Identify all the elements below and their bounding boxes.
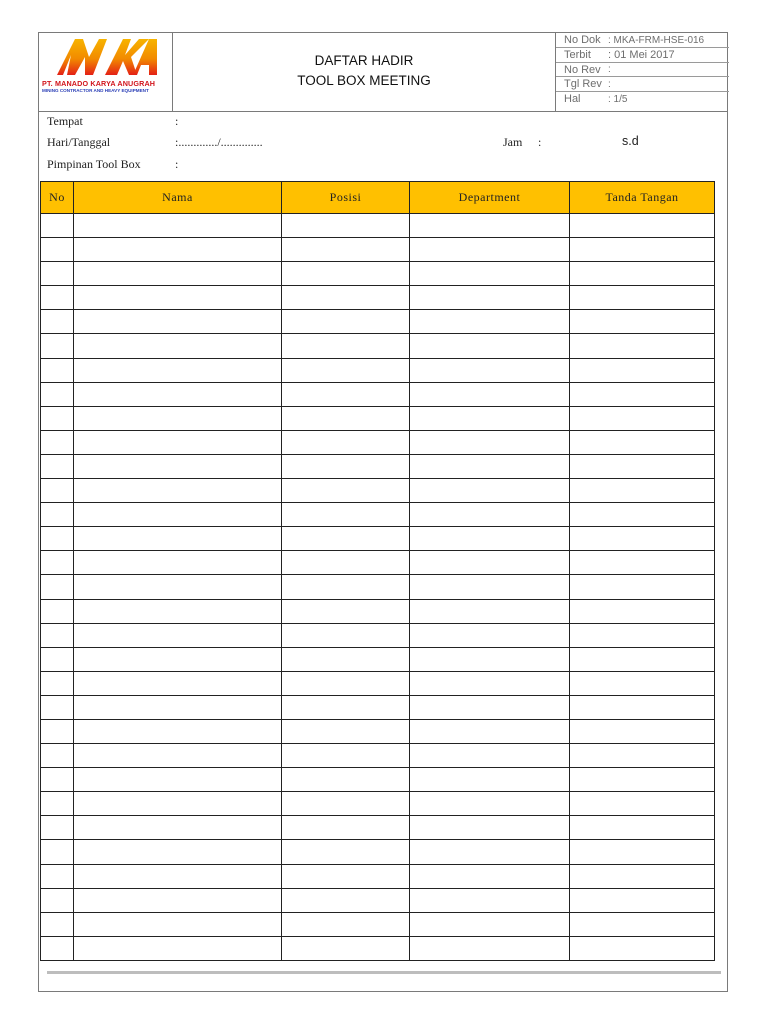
- cell-tanda-tangan[interactable]: [570, 310, 715, 334]
- cell-no[interactable]: [41, 214, 74, 238]
- cell-nama[interactable]: [74, 840, 282, 864]
- cell-nama[interactable]: [74, 286, 282, 310]
- cell-posisi[interactable]: [282, 864, 410, 888]
- table-row: [41, 527, 715, 551]
- meta-row-tgl-rev: [556, 77, 729, 92]
- meta-row-no-dok: [556, 33, 729, 48]
- cell-tanda-tangan[interactable]: [570, 479, 715, 503]
- cell-tanda-tangan[interactable]: [570, 840, 715, 864]
- meta-value: :: [608, 64, 611, 76]
- meta-value: : MKA-FRM-HSE-016: [608, 34, 705, 46]
- cell-nama[interactable]: [74, 214, 282, 238]
- cell-department[interactable]: [410, 527, 570, 551]
- cell-tanda-tangan[interactable]: [570, 864, 715, 888]
- attendance-rows: [41, 214, 715, 961]
- attendance-table: [40, 181, 715, 961]
- cell-no[interactable]: [41, 768, 74, 792]
- cell-no[interactable]: [41, 382, 74, 406]
- tempat-label: Tempat: [47, 114, 83, 128]
- cell-no[interactable]: [41, 262, 74, 286]
- cell-no[interactable]: [41, 671, 74, 695]
- cell-tanda-tangan[interactable]: [570, 551, 715, 575]
- cell-nama[interactable]: [74, 238, 282, 262]
- table-row: [41, 479, 715, 503]
- cell-no[interactable]: [41, 695, 74, 719]
- cell-department[interactable]: [410, 503, 570, 527]
- jam-sd: s.d: [622, 134, 639, 148]
- pimpinan-colon: :: [175, 157, 179, 171]
- cell-tanda-tangan[interactable]: [570, 430, 715, 454]
- cell-department[interactable]: [410, 695, 570, 719]
- company-tagline: MINING CONTRACTOR AND HEAVY EQUIPMENT: [42, 88, 149, 93]
- cell-department[interactable]: [410, 671, 570, 695]
- title-line-1: DAFTAR HADIR: [314, 53, 414, 68]
- table-row: [41, 310, 715, 334]
- cell-department[interactable]: [410, 430, 570, 454]
- cell-nama[interactable]: [74, 358, 282, 382]
- cell-posisi[interactable]: [282, 575, 410, 599]
- cell-tanda-tangan[interactable]: [570, 816, 715, 840]
- company-logo-icon: [53, 37, 159, 77]
- table-row: [41, 888, 715, 912]
- cell-tanda-tangan[interactable]: [570, 286, 715, 310]
- cell-department[interactable]: [410, 214, 570, 238]
- cell-tanda-tangan[interactable]: [570, 936, 715, 960]
- cell-department[interactable]: [410, 479, 570, 503]
- cell-no[interactable]: [41, 912, 74, 936]
- cell-posisi[interactable]: [282, 623, 410, 647]
- table-header-row: [41, 182, 715, 214]
- cell-tanda-tangan[interactable]: [570, 382, 715, 406]
- cell-nama[interactable]: [74, 479, 282, 503]
- table-row: [41, 936, 715, 960]
- cell-posisi[interactable]: [282, 599, 410, 623]
- cell-no[interactable]: [41, 358, 74, 382]
- cell-tanda-tangan[interactable]: [570, 744, 715, 768]
- meta-row-hal: [556, 92, 729, 107]
- column-header-posisi: Posisi: [282, 182, 410, 214]
- cell-department[interactable]: [410, 454, 570, 478]
- meta-row-terbit: [556, 48, 729, 63]
- cell-posisi[interactable]: [282, 695, 410, 719]
- cell-no[interactable]: [41, 719, 74, 743]
- cell-department[interactable]: [410, 647, 570, 671]
- tanggal-value: :............./..............: [175, 135, 263, 149]
- meta-label: Terbit: [564, 48, 591, 61]
- cell-department[interactable]: [410, 406, 570, 430]
- cell-tanda-tangan[interactable]: [570, 214, 715, 238]
- table-row: [41, 575, 715, 599]
- cell-posisi[interactable]: [282, 214, 410, 238]
- jam-colon: :: [538, 135, 542, 149]
- cell-posisi[interactable]: [282, 768, 410, 792]
- cell-posisi[interactable]: [282, 382, 410, 406]
- cell-no[interactable]: [41, 623, 74, 647]
- cell-posisi[interactable]: [282, 262, 410, 286]
- table-row: [41, 912, 715, 936]
- cell-department[interactable]: [410, 864, 570, 888]
- cell-tanda-tangan[interactable]: [570, 575, 715, 599]
- cell-no[interactable]: [41, 286, 74, 310]
- cell-department[interactable]: [410, 816, 570, 840]
- cell-posisi[interactable]: [282, 503, 410, 527]
- cell-no[interactable]: [41, 864, 74, 888]
- cell-nama[interactable]: [74, 888, 282, 912]
- column-header-tanda-tangan: Tanda Tangan: [570, 182, 715, 214]
- meta-label: No Rev: [564, 63, 601, 76]
- column-header-department: Department: [410, 182, 570, 214]
- cell-tanda-tangan[interactable]: [570, 647, 715, 671]
- table-row: [41, 671, 715, 695]
- cell-no[interactable]: [41, 575, 74, 599]
- cell-department[interactable]: [410, 888, 570, 912]
- cell-department[interactable]: [410, 238, 570, 262]
- cell-nama[interactable]: [74, 744, 282, 768]
- cell-tanda-tangan[interactable]: [570, 406, 715, 430]
- table-row: [41, 503, 715, 527]
- cell-nama[interactable]: [74, 912, 282, 936]
- cell-department[interactable]: [410, 792, 570, 816]
- tempat-colon: :: [175, 114, 179, 128]
- cell-department[interactable]: [410, 719, 570, 743]
- cell-nama[interactable]: [74, 792, 282, 816]
- table-row: [41, 647, 715, 671]
- cell-no[interactable]: [41, 479, 74, 503]
- table-row: [41, 599, 715, 623]
- table-row: [41, 792, 715, 816]
- meta-value: : 1/5: [608, 93, 628, 105]
- cell-no[interactable]: [41, 936, 74, 960]
- cell-department[interactable]: [410, 912, 570, 936]
- cell-posisi[interactable]: [282, 479, 410, 503]
- cell-no[interactable]: [41, 888, 74, 912]
- cell-tanda-tangan[interactable]: [570, 599, 715, 623]
- cell-department[interactable]: [410, 623, 570, 647]
- cell-nama[interactable]: [74, 768, 282, 792]
- cell-nama[interactable]: [74, 623, 282, 647]
- cell-no[interactable]: [41, 454, 74, 478]
- bottom-divider: [47, 971, 721, 974]
- cell-no[interactable]: [41, 406, 74, 430]
- cell-tanda-tangan[interactable]: [570, 527, 715, 551]
- cell-nama[interactable]: [74, 310, 282, 334]
- cell-no[interactable]: [41, 310, 74, 334]
- cell-department[interactable]: [410, 599, 570, 623]
- table-row: [41, 382, 715, 406]
- table-row: [41, 864, 715, 888]
- cell-department[interactable]: [410, 840, 570, 864]
- cell-nama[interactable]: [74, 551, 282, 575]
- meta-label: No Dok: [564, 34, 601, 46]
- tanggal-label: Hari/Tanggal: [47, 135, 111, 149]
- cell-posisi[interactable]: [282, 744, 410, 768]
- cell-posisi[interactable]: [282, 310, 410, 334]
- cell-nama[interactable]: [74, 816, 282, 840]
- cell-department[interactable]: [410, 358, 570, 382]
- cell-posisi[interactable]: [282, 936, 410, 960]
- cell-posisi[interactable]: [282, 238, 410, 262]
- cell-no[interactable]: [41, 744, 74, 768]
- table-row: [41, 623, 715, 647]
- title-line-2: TOOL BOX MEETING: [297, 73, 431, 88]
- header-divider: [39, 111, 727, 112]
- cell-nama[interactable]: [74, 262, 282, 286]
- cell-nama[interactable]: [74, 864, 282, 888]
- cell-no[interactable]: [41, 551, 74, 575]
- cell-nama[interactable]: [74, 406, 282, 430]
- cell-nama[interactable]: [74, 334, 282, 358]
- cell-tanda-tangan[interactable]: [570, 358, 715, 382]
- cell-tanda-tangan[interactable]: [570, 768, 715, 792]
- meta-value: : 01 Mei 2017: [608, 48, 675, 61]
- cell-nama[interactable]: [74, 454, 282, 478]
- cell-posisi[interactable]: [282, 840, 410, 864]
- cell-tanda-tangan[interactable]: [570, 623, 715, 647]
- cell-posisi[interactable]: [282, 671, 410, 695]
- cell-posisi[interactable]: [282, 816, 410, 840]
- cell-posisi[interactable]: [282, 430, 410, 454]
- cell-posisi[interactable]: [282, 527, 410, 551]
- cell-tanda-tangan[interactable]: [570, 262, 715, 286]
- cell-department[interactable]: [410, 551, 570, 575]
- cell-posisi[interactable]: [282, 888, 410, 912]
- cell-department[interactable]: [410, 382, 570, 406]
- table-row: [41, 551, 715, 575]
- table-row: [41, 286, 715, 310]
- cell-no[interactable]: [41, 527, 74, 551]
- table-row: [41, 768, 715, 792]
- cell-nama[interactable]: [74, 647, 282, 671]
- document-title: [173, 33, 555, 111]
- cell-department[interactable]: [410, 936, 570, 960]
- cell-posisi[interactable]: [282, 358, 410, 382]
- cell-department[interactable]: [410, 334, 570, 358]
- cell-tanda-tangan[interactable]: [570, 792, 715, 816]
- cell-nama[interactable]: [74, 719, 282, 743]
- cell-no[interactable]: [41, 430, 74, 454]
- document-meta-box: [555, 33, 729, 111]
- cell-posisi[interactable]: [282, 334, 410, 358]
- meta-value: :: [608, 78, 611, 90]
- cell-tanda-tangan[interactable]: [570, 454, 715, 478]
- cell-nama[interactable]: [74, 503, 282, 527]
- company-name: PT. MANADO KARYA ANUGRAH: [42, 79, 156, 88]
- cell-no[interactable]: [41, 647, 74, 671]
- cell-department[interactable]: [410, 768, 570, 792]
- cell-department[interactable]: [410, 744, 570, 768]
- cell-nama[interactable]: [74, 382, 282, 406]
- cell-tanda-tangan[interactable]: [570, 503, 715, 527]
- cell-tanda-tangan[interactable]: [570, 912, 715, 936]
- meta-row-no-rev: [556, 63, 729, 78]
- cell-no[interactable]: [41, 503, 74, 527]
- cell-department[interactable]: [410, 286, 570, 310]
- jam-label: Jam: [503, 135, 523, 149]
- cell-posisi[interactable]: [282, 647, 410, 671]
- table-row: [41, 840, 715, 864]
- cell-tanda-tangan[interactable]: [570, 238, 715, 262]
- cell-nama[interactable]: [74, 695, 282, 719]
- table-row: [41, 262, 715, 286]
- cell-no[interactable]: [41, 816, 74, 840]
- cell-posisi[interactable]: [282, 912, 410, 936]
- table-row: [41, 430, 715, 454]
- cell-tanda-tangan[interactable]: [570, 334, 715, 358]
- table-row: [41, 454, 715, 478]
- table-row: [41, 334, 715, 358]
- table-row: [41, 719, 715, 743]
- cell-posisi[interactable]: [282, 719, 410, 743]
- cell-nama[interactable]: [74, 671, 282, 695]
- meta-label: Hal: [564, 93, 581, 106]
- cell-nama[interactable]: [74, 599, 282, 623]
- cell-nama[interactable]: [74, 430, 282, 454]
- cell-tanda-tangan[interactable]: [570, 719, 715, 743]
- table-row: [41, 744, 715, 768]
- cell-no[interactable]: [41, 599, 74, 623]
- column-header-nama: Nama: [74, 182, 282, 214]
- table-row: [41, 238, 715, 262]
- meta-label: Tgl Rev: [564, 78, 602, 91]
- table-row: [41, 816, 715, 840]
- cell-department[interactable]: [410, 310, 570, 334]
- table-row: [41, 406, 715, 430]
- cell-posisi[interactable]: [282, 551, 410, 575]
- cell-department[interactable]: [410, 262, 570, 286]
- cell-tanda-tangan[interactable]: [570, 695, 715, 719]
- cell-posisi[interactable]: [282, 792, 410, 816]
- cell-tanda-tangan[interactable]: [570, 671, 715, 695]
- cell-posisi[interactable]: [282, 454, 410, 478]
- cell-no[interactable]: [41, 840, 74, 864]
- table-row: [41, 358, 715, 382]
- column-header-no: No: [41, 182, 74, 214]
- cell-nama[interactable]: [74, 527, 282, 551]
- cell-department[interactable]: [410, 575, 570, 599]
- table-row: [41, 214, 715, 238]
- cell-no[interactable]: [41, 334, 74, 358]
- table-row: [41, 695, 715, 719]
- cell-posisi[interactable]: [282, 406, 410, 430]
- cell-posisi[interactable]: [282, 286, 410, 310]
- cell-no[interactable]: [41, 792, 74, 816]
- cell-nama[interactable]: [74, 575, 282, 599]
- company-logo-cell: [39, 33, 173, 111]
- cell-no[interactable]: [41, 238, 74, 262]
- cell-tanda-tangan[interactable]: [570, 888, 715, 912]
- pimpinan-label: Pimpinan Tool Box: [47, 157, 141, 171]
- cell-nama[interactable]: [74, 936, 282, 960]
